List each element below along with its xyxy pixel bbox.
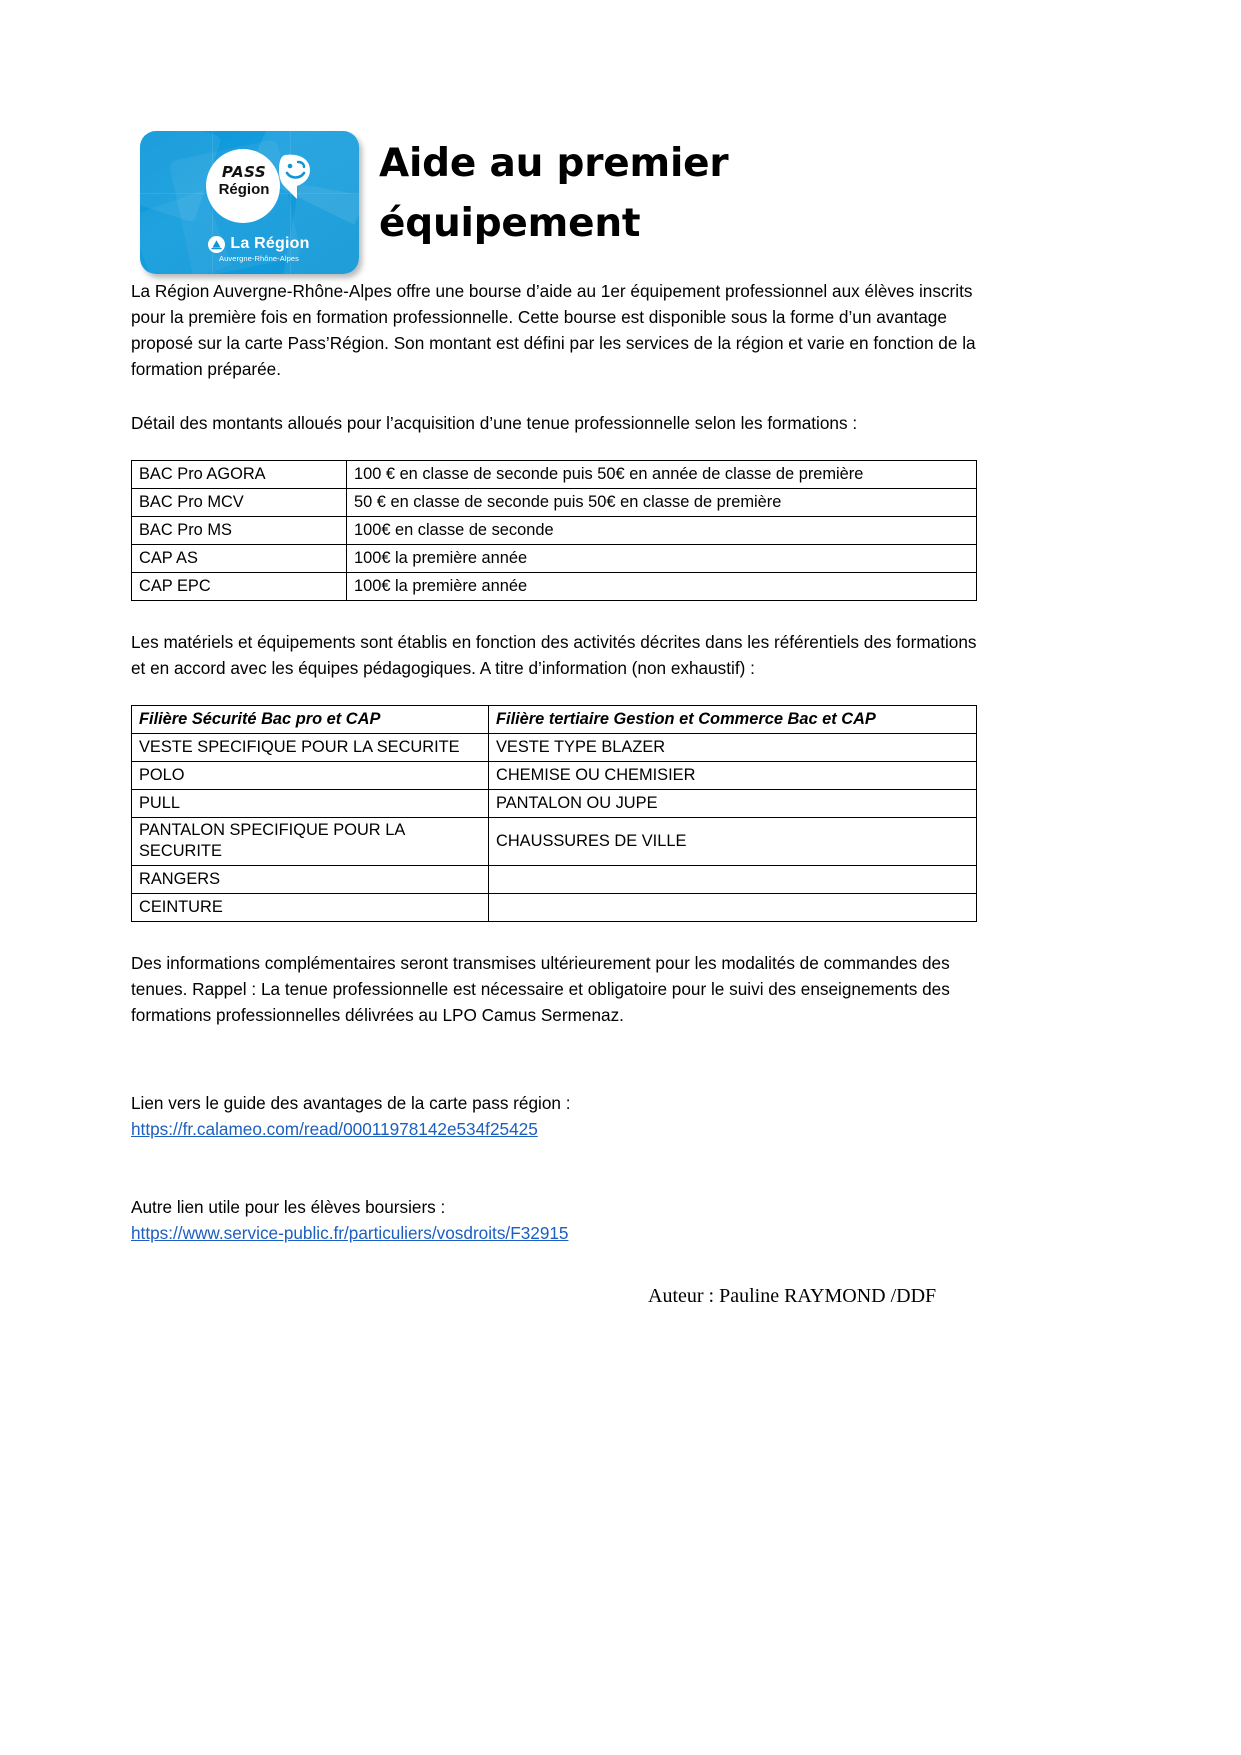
items-table	[131, 705, 977, 922]
la-region-lockup	[184, 235, 334, 263]
spacer	[131, 1028, 981, 1090]
materials-lead-text: Les matériels et équipements sont établis en fonction des activités décrites dans les référentiels des formations et en accord avec les équipes pédagogiques. A titre d’information (non exhaustif) :	[131, 632, 977, 678]
pass-region-card-logo	[140, 131, 359, 274]
document-header	[131, 118, 981, 278]
tertiaire-item-cell: VESTE TYPE BLAZER	[489, 734, 977, 762]
items-header-tertiaire: Filière tertiaire Gestion et Commerce Bac et CAP	[489, 706, 977, 734]
table-header-row	[132, 706, 977, 734]
region-word: Région	[218, 181, 270, 198]
page-title	[379, 134, 899, 255]
bourse-link[interactable]: https://www.service-public.fr/particuliers/vosdroits/F32915	[131, 1223, 569, 1243]
amounts-lead-text: Détail des montants alloués pour l’acquisition d’une tenue professionnelle selon les formations :	[131, 413, 858, 433]
table-row	[132, 734, 977, 762]
tertiaire-item-cell	[489, 866, 977, 894]
tertiaire-item-cell: PANTALON OU JUPE	[489, 790, 977, 818]
table-row	[132, 818, 977, 866]
securite-item-cell: CEINTURE	[132, 894, 489, 922]
table-row	[132, 489, 977, 517]
auvergne-rhone-alpes-label: Auvergne-Rhône-Alpes	[219, 254, 299, 263]
table-row	[132, 894, 977, 922]
securite-item-cell: PANTALON SPECIFIQUE POUR LA SECURITE	[132, 818, 489, 866]
table-row	[132, 866, 977, 894]
guide-link[interactable]: https://fr.calameo.com/read/00011978142e534f25425	[131, 1119, 538, 1139]
securite-item-cell: VESTE SPECIFIQUE POUR LA SECURITE	[132, 734, 489, 762]
amount-cell: 100 € en classe de seconde puis 50€ en année de classe de première	[347, 461, 977, 489]
spacer	[131, 681, 981, 705]
amount-cell: 100€ la première année	[347, 545, 977, 573]
items-header-securite: Filière Sécurité Bac pro et CAP	[132, 706, 489, 734]
bourse-link-label: Autre lien utile pour les élèves boursiers :	[131, 1197, 446, 1217]
formation-cell: BAC Pro MS	[132, 517, 347, 545]
pass-region-wordmark	[214, 165, 274, 197]
formation-cell: CAP EPC	[132, 573, 347, 601]
securite-item-cell: POLO	[132, 762, 489, 790]
smiley-icon	[279, 153, 311, 201]
page-title-line-2: équipement	[379, 201, 641, 247]
spacer	[131, 601, 981, 629]
formation-cell: CAP AS	[132, 545, 347, 573]
la-region-label: La Région	[230, 235, 310, 252]
securite-item-cell: PULL	[132, 790, 489, 818]
table-row	[132, 461, 977, 489]
table-row	[132, 790, 977, 818]
document-content	[131, 118, 981, 1246]
spacer	[131, 382, 981, 410]
spacer	[131, 436, 981, 460]
author-footer: Auteur : Pauline RAYMOND /DDF	[648, 1285, 937, 1307]
amount-cell: 50 € en classe de seconde puis 50€ en classe de première	[347, 489, 977, 517]
closing-paragraph: Des informations complémentaires seront transmises ultérieurement pour les modalités de commandes des tenues. Rappel : La tenue professionnelle est nécessaire et obligatoire pour le suivi des enseignements des formations professionnelles délivrées au LPO Camus Sermenaz.	[131, 953, 950, 1025]
tertiaire-item-cell: CHEMISE OU CHEMISIER	[489, 762, 977, 790]
tertiaire-item-cell	[489, 894, 977, 922]
table-row	[132, 517, 977, 545]
pass-word: PASS	[221, 163, 267, 181]
spacer	[131, 1142, 981, 1194]
spacer	[131, 922, 981, 950]
securite-item-cell: RANGERS	[132, 866, 489, 894]
table-row	[132, 545, 977, 573]
amount-cell: 100€ en classe de seconde	[347, 517, 977, 545]
guide-link-label: Lien vers le guide des avantages de la carte pass région :	[131, 1093, 571, 1113]
amount-cell: 100€ la première année	[347, 573, 977, 601]
table-row	[132, 762, 977, 790]
mountain-badge-icon	[208, 236, 225, 253]
intro-paragraph: La Région Auvergne-Rhône-Alpes offre une bourse d’aide au 1er équipement professionnel aux élèves inscrits pour la première fois en formation professionnelle. Cette bourse est disponible sous la forme d’un avantage proposé sur la carte Pass’Région. Son montant est défini par les services de la région et varie en fonction de la formation préparée.	[131, 281, 976, 379]
tertiaire-item-cell: CHAUSSURES DE VILLE	[489, 818, 977, 866]
formation-cell: BAC Pro MCV	[132, 489, 347, 517]
amounts-table	[131, 460, 977, 601]
formation-cell: BAC Pro AGORA	[132, 461, 347, 489]
table-row	[132, 573, 977, 601]
page-title-line-1: Aide au premier	[379, 141, 729, 186]
